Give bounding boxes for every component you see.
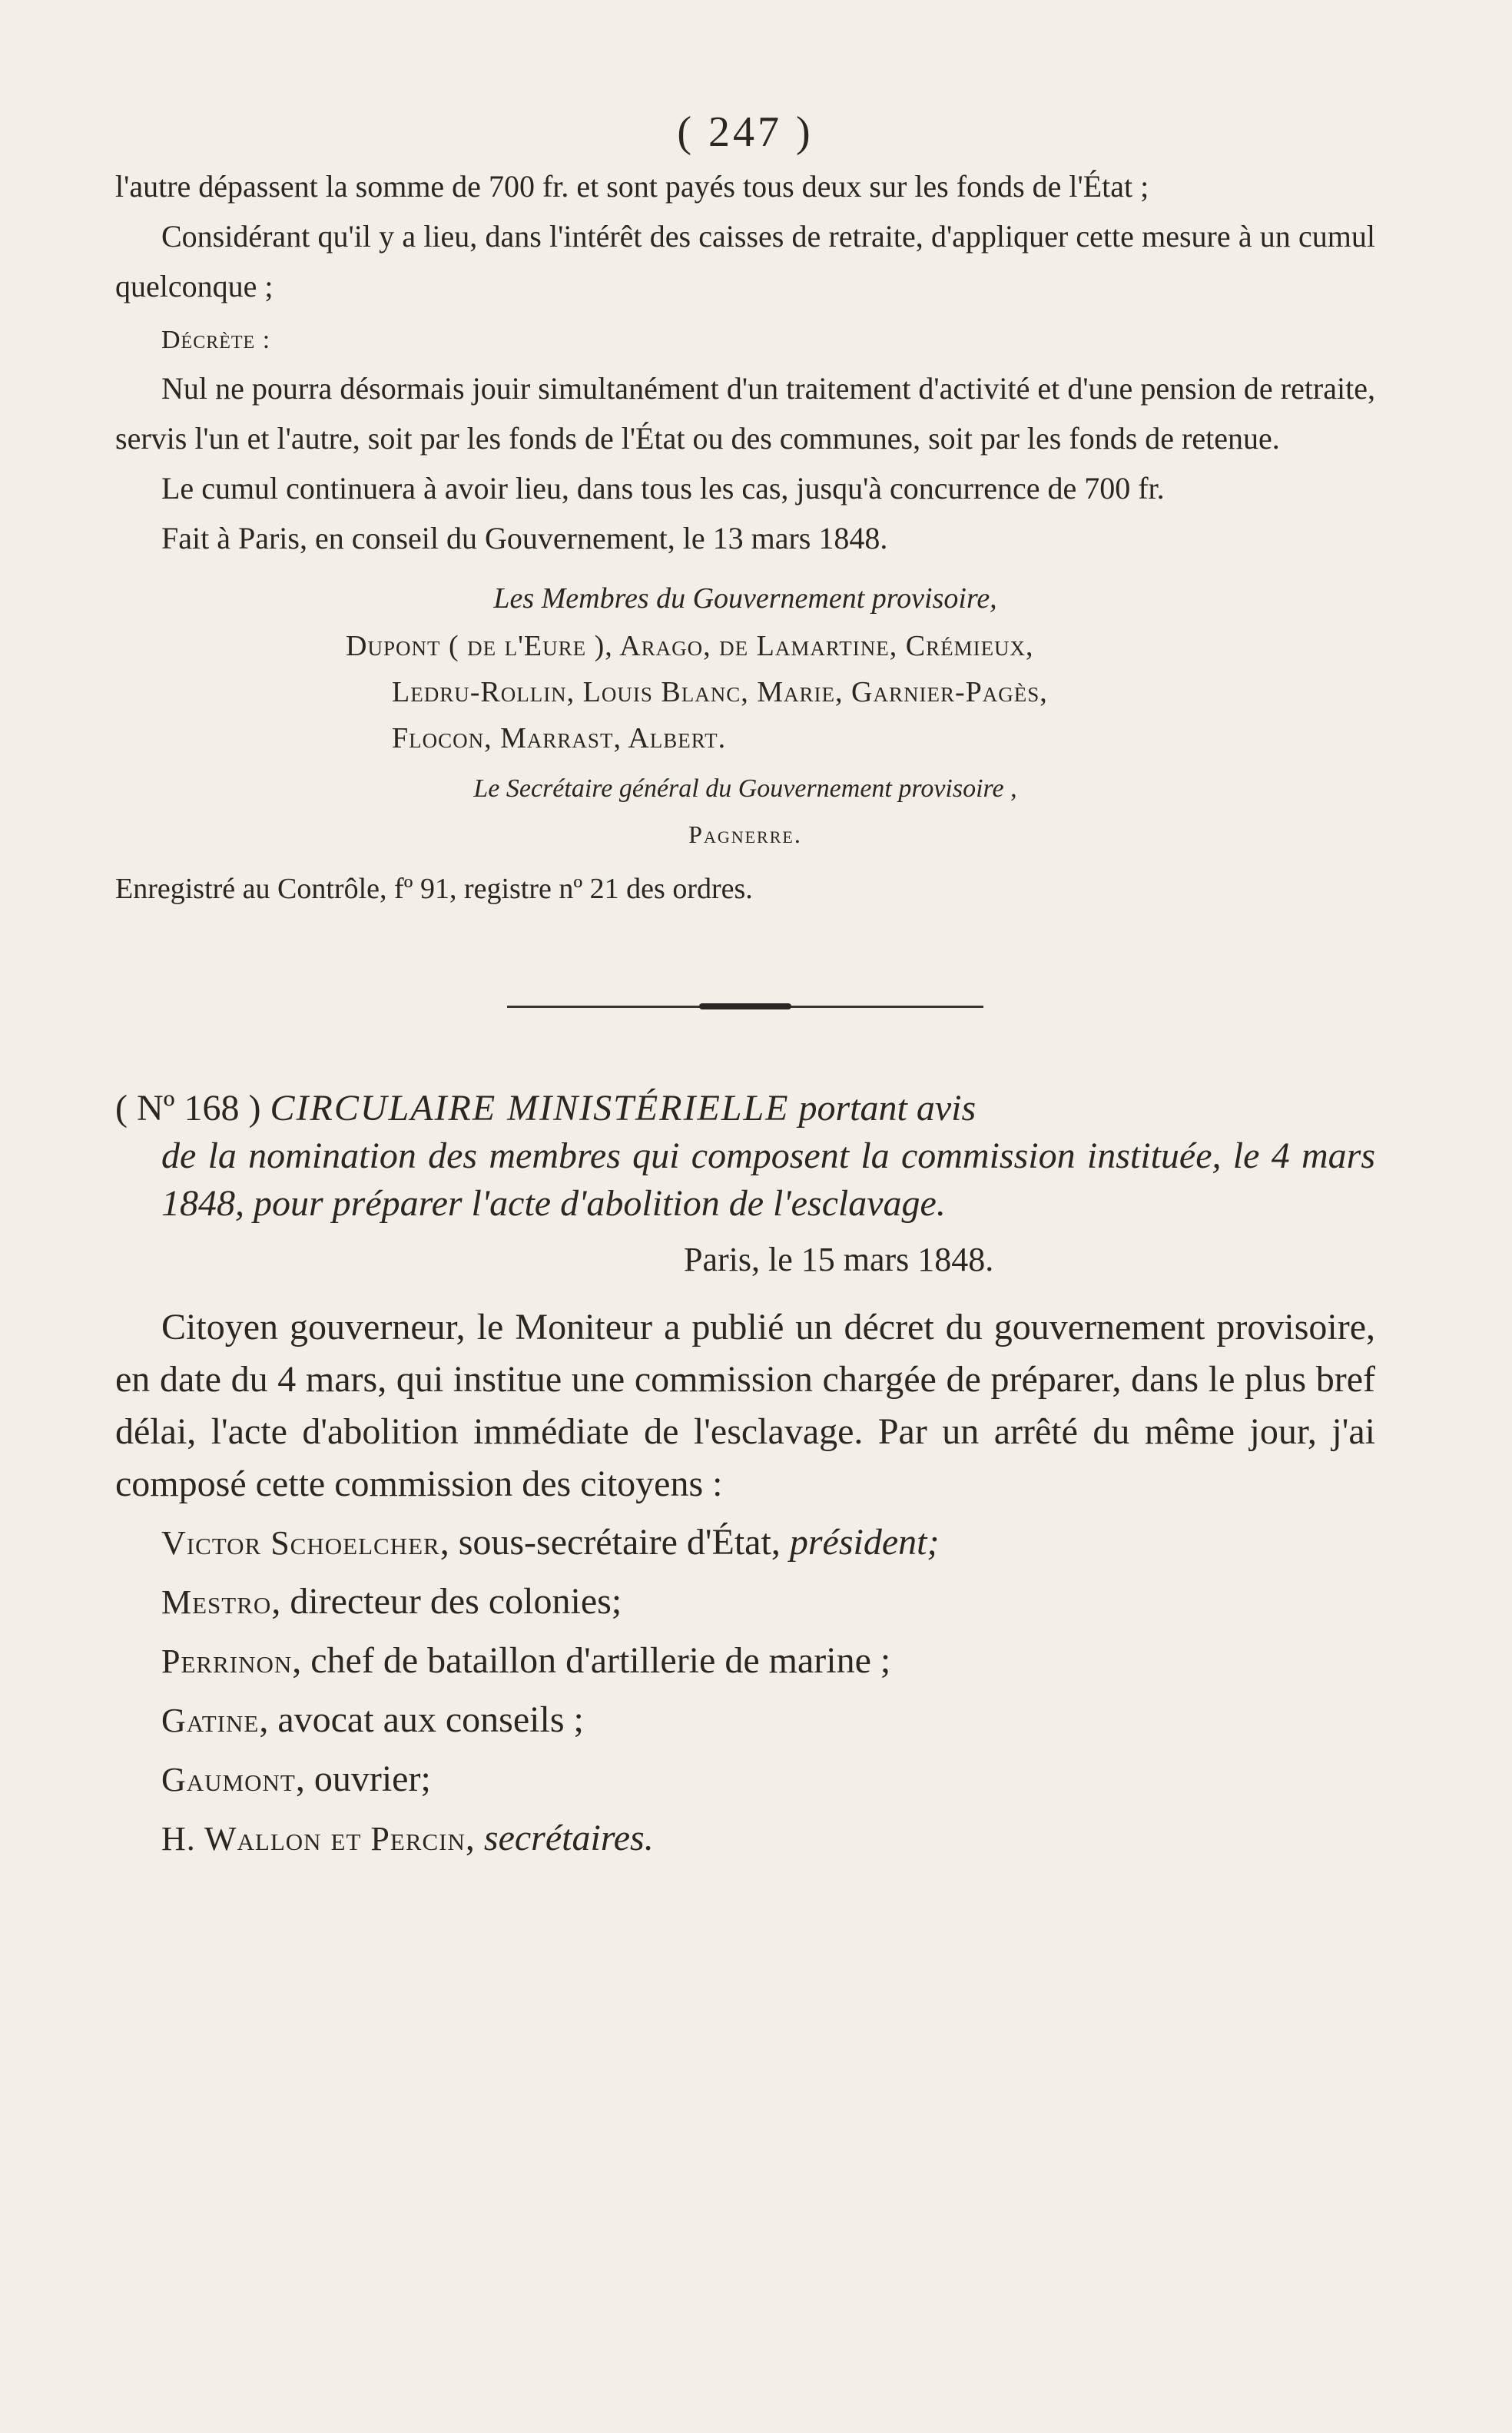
signature-intro: Les Membres du Gouvernement provisoire, xyxy=(493,582,997,615)
member-item: Perrinon, chef de bataillon d'artillerie de marine ; xyxy=(161,1640,891,1681)
member-item: Mestro, directeur des colonies; xyxy=(161,1581,622,1622)
paragraph-cumul-continuation: Le cumul continuera à avoir lieu, dans tous les cas, jusqu'à concurrence de 700 fr. xyxy=(161,471,1165,505)
signature-line: Flocon, Marrast, Albert. xyxy=(392,722,727,754)
member-item: Gatine, avocat aux conseils ; xyxy=(161,1699,584,1740)
member-item: H. Wallon et Percin, secrétaires. xyxy=(161,1818,654,1858)
paragraph-fait-a-paris: Fait à Paris, en conseil du Gouvernement, le 13 mars 1848. xyxy=(161,521,888,555)
circular-title-rest: portant avis xyxy=(798,1088,976,1129)
signature-line: Ledru-Rollin, Louis Blanc, Marie, Garnier-Pagès, xyxy=(392,676,1048,708)
section-divider xyxy=(507,1006,983,1008)
circular-heading xyxy=(115,1085,1375,1132)
commission-members xyxy=(115,1516,1375,1865)
paragraph-considerant: Considérant qu'il y a lieu, dans l'intérêt des caisses de retraite, d'appliquer cette mesure à un cumul quelconque ; xyxy=(115,219,1375,303)
paragraph-decree-article: Nul ne pourra désormais jouir simultanément d'un traitement d'activité et d'une pension de retraite, servis l'un et l'autre, soit par les fonds de l'État ou des communes, soit par les fonds de retenue. xyxy=(115,371,1375,456)
paragraph-cumul-limit: l'autre dépassent la somme de 700 fr. et sont payés tous deux sur les fonds de l'État ; xyxy=(115,169,1149,204)
circular-body: Citoyen gouverneur, le Moniteur a publié un décret du gouvernement provisoire, en date du 4 mars, qui institue une commission chargée de préparer, dans le plus bref délai, l'acte d'abolition immédiate de l'esclavage. Par un arrêté du même jour, j'ai composé cette commission des citoyens : xyxy=(115,1307,1375,1504)
circular-number: ( Nº 168 ) xyxy=(115,1088,261,1129)
member-item: Gaumont, ouvrier; xyxy=(161,1758,431,1799)
circular-title: CIRCULAIRE MINISTÉRIELLE xyxy=(270,1088,790,1129)
member-item: Victor Schoelcher, sous-secrétaire d'État, président; xyxy=(161,1522,940,1563)
signature-block xyxy=(115,623,1375,761)
secretary-name: Pagnerre. xyxy=(688,820,802,848)
secretary-title: Le Secrétaire général du Gouvernement provisoire , xyxy=(473,774,1017,803)
signature-line: Dupont ( de l'Eure ), Arago, de Lamartine, Crémieux, xyxy=(346,630,1034,662)
dateline: Paris, le 15 mars 1848. xyxy=(684,1241,994,1278)
registration-note: Enregistré au Contrôle, fº 91, registre nº 21 des ordres. xyxy=(115,873,753,905)
decrete-label: Décrète : xyxy=(161,326,271,354)
page-number: ( 247 ) xyxy=(677,108,814,156)
circular-subtitle: de la nomination des membres qui composent la commission instituée, le 4 mars 1848, pour préparer l'acte d'abolition de l'esclavage. xyxy=(161,1135,1375,1224)
page-content xyxy=(115,108,1375,1865)
